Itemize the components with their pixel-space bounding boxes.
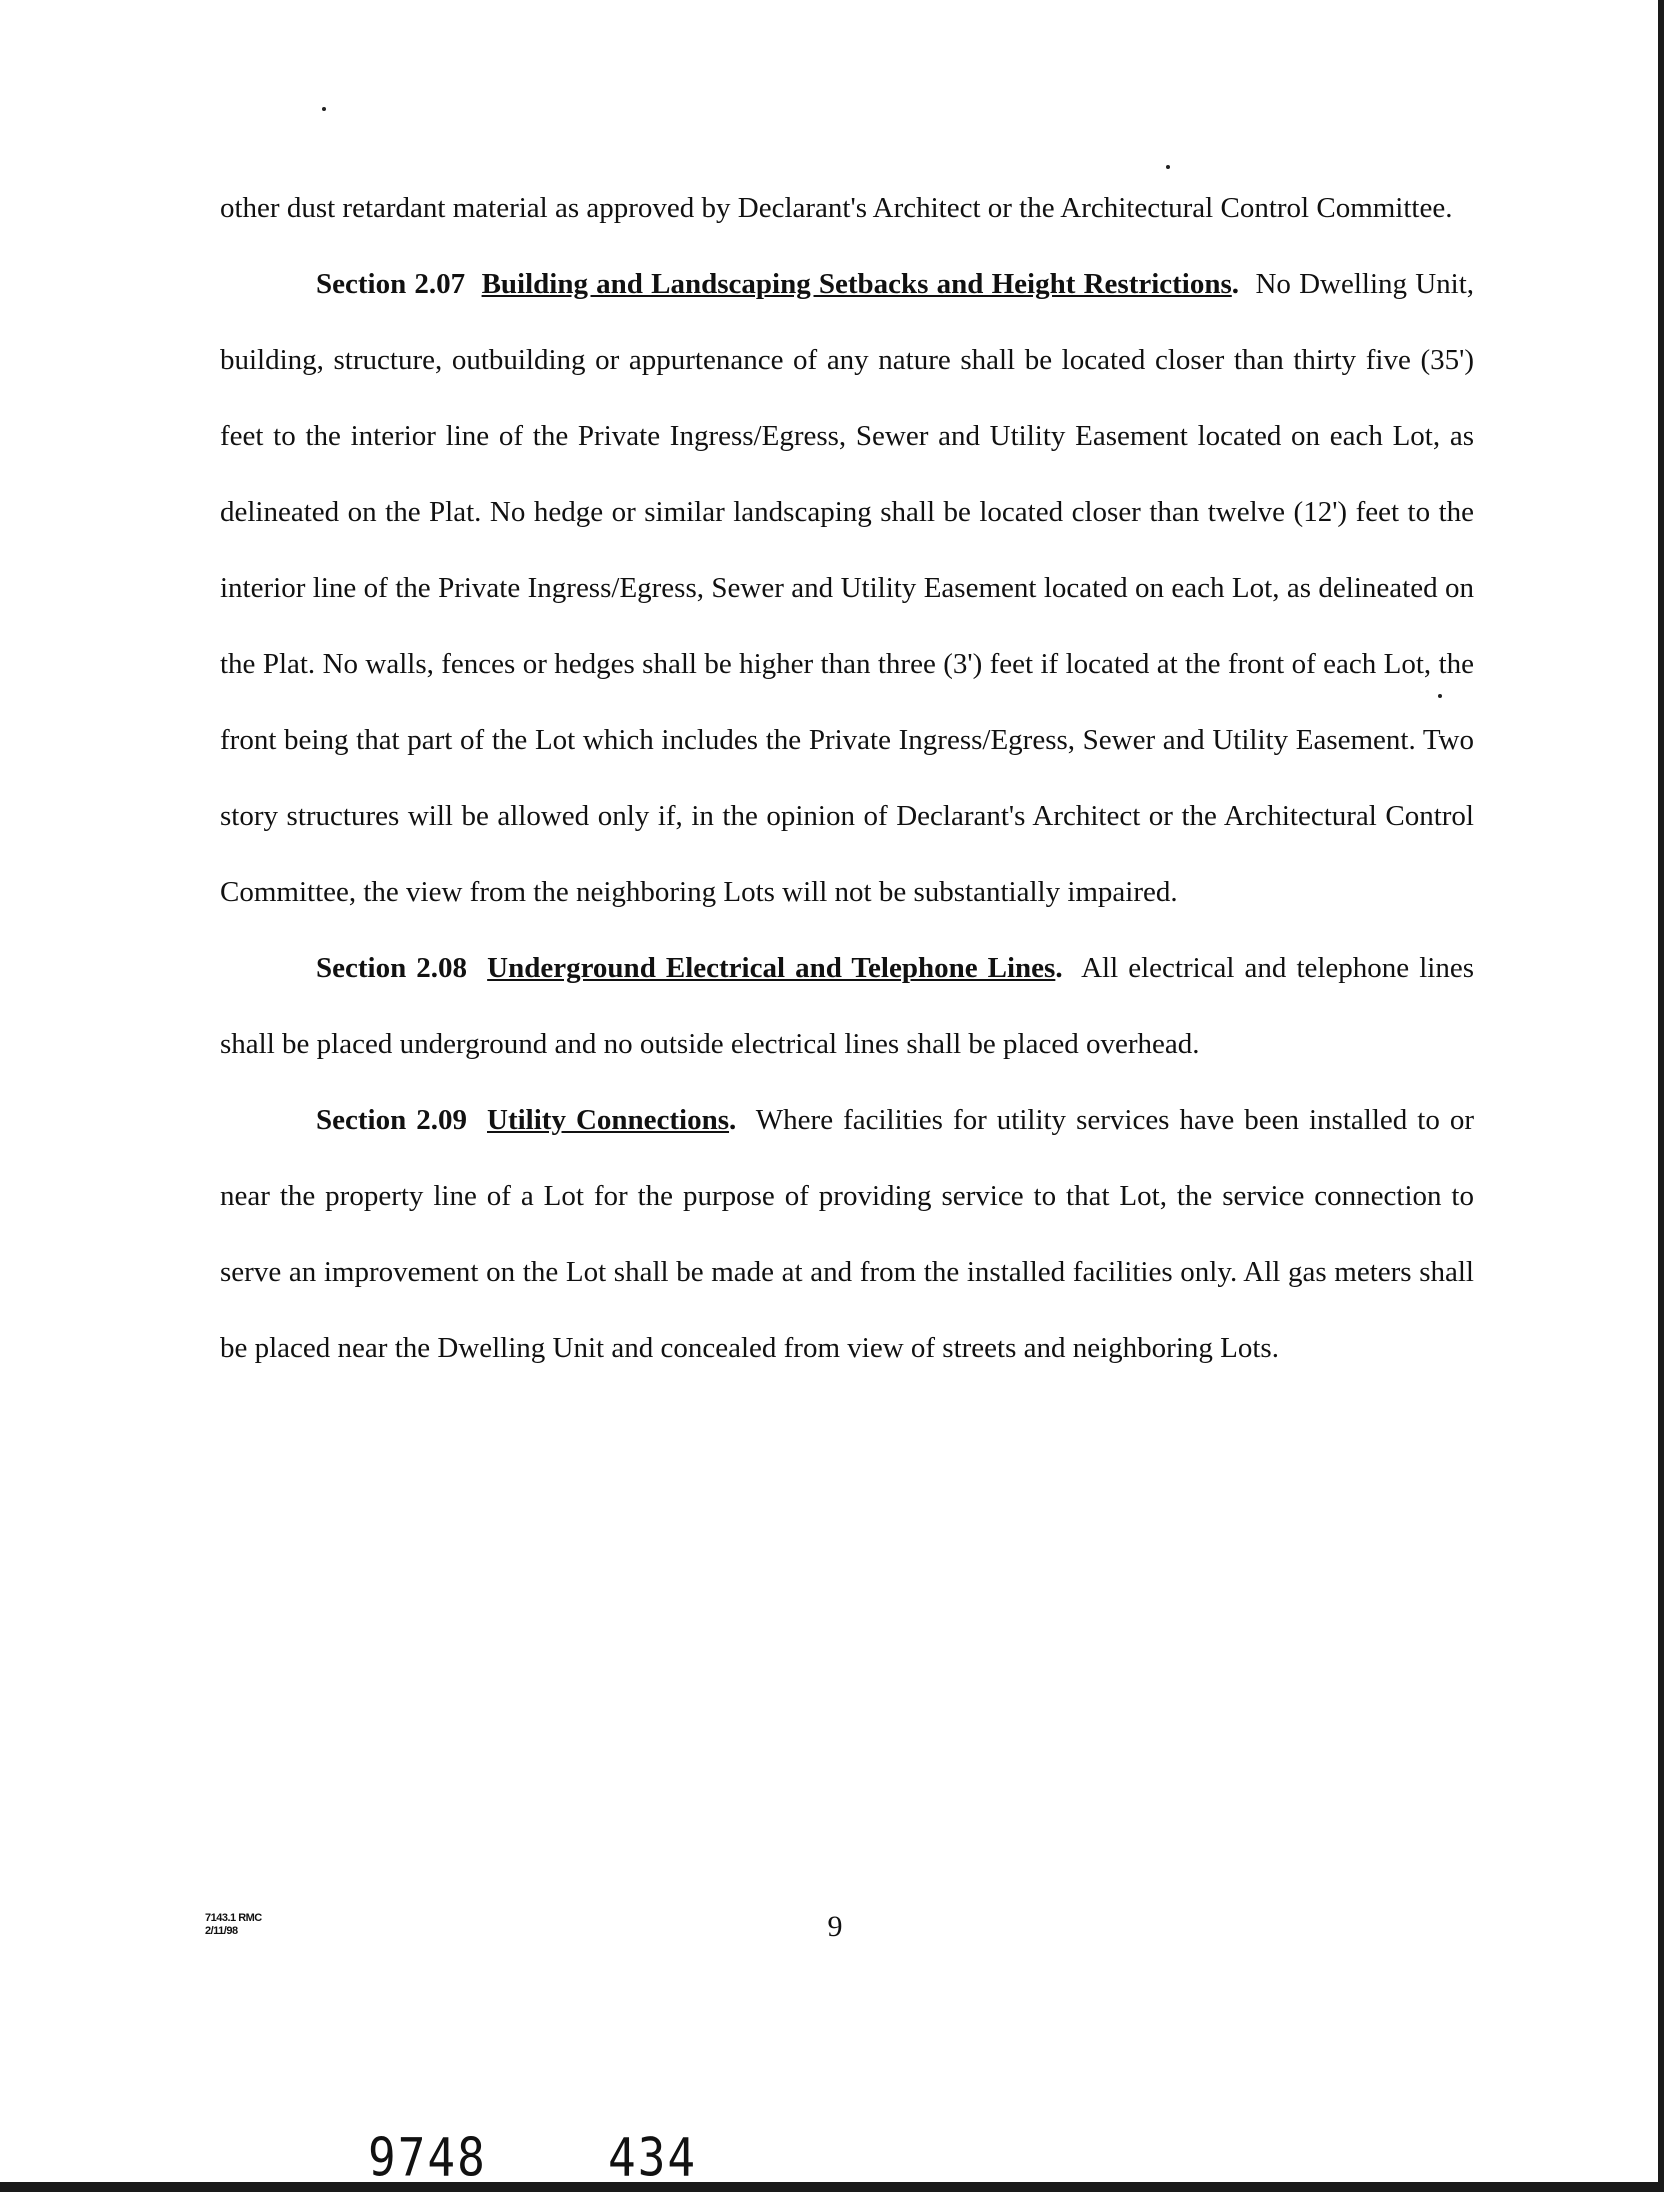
section-2-08: Section 2.08 Underground Electrical and Telephone Lines. All electrical and telephone lines shall be placed underground and no outside electrical lines shall be placed overhead. bbox=[220, 952, 1474, 1060]
scan-edge-bottom bbox=[0, 2182, 1664, 2192]
page-number: 9 bbox=[827, 1910, 843, 1943]
document-code-line1: 7143.1 RMC bbox=[205, 1912, 262, 1924]
section-number: Section 2.08 bbox=[316, 952, 468, 984]
section-title: Building and Landscaping Setbacks and Height Restrictions bbox=[481, 268, 1232, 300]
recording-book-number: 9748 bbox=[368, 2125, 487, 2189]
section-text: Where facilities for utility services have been installed to or near the property line of a Lot for the purpose of providing service to that Lot, the service connection to serve an improvement on the Lot shall be made at and from the installed facilities only. All gas meters shall be placed near the Dwelling Unit and concealed from view of streets and neighboring Lots. bbox=[220, 1104, 1475, 1364]
opening-paragraph bbox=[220, 170, 1474, 246]
section-2-07: Section 2.07 Building and Landscaping Setbacks and Height Restrictions. No Dwelling Unit, building, structure, outbuilding or appurtenance of any nature shall be located closer than thirty five (35') feet to the interior line of the Private Ingress/Egress, Sewer and Utility Easement located on each Lot, as delineated on the Plat. No hedge or similar landscaping shall be located closer than twelve (12') feet to the interior line of the Private Ingress/Egress, Sewer and Utility Easement located on each Lot, as delineated on the Plat. No walls, fences or hedges shall be higher than three (3') feet if located at the front of each Lot, the front being that part of the Lot which includes the Private Ingress/Egress, Sewer and Utility Easement. Two story structures will be allowed only if, in the opinion of Declarant's Architect or the Architectural Control Committee, the view from the neighboring Lots will not be substantially impaired. bbox=[220, 268, 1475, 908]
scan-speck bbox=[1166, 165, 1170, 169]
document-code bbox=[205, 1912, 262, 1938]
section-number: Section 2.09 bbox=[316, 1104, 467, 1136]
section-text: No Dwelling Unit, building, structure, outbuilding or appurtenance of any nature shall be located closer than thirty five (35') feet to the interior line of the Private Ingress/Egress, Sewer and Utility Easement located on each Lot, as delineated on the Plat. No hedge or similar landscaping shall be located closer than twelve (12') feet to the interior line of the Private Ingress/Egress, Sewer and Utility Easement located on each Lot, as delineated on the Plat. No walls, fences or hedges shall be higher than three (3') feet if located at the front of each Lot, the front being that part of the Lot which includes the Private Ingress/Egress, Sewer and Utility Easement. Two story structures will be allowed only if, in the opinion of Declarant's Architect or the Architectural Control Committee, the view from the neighboring Lots will not be substantially impaired. bbox=[220, 268, 1475, 908]
section-2-09: Section 2.09 Utility Connections. Where facilities for utility services have been installed to or near the property line of a Lot for the purpose of providing service to that Lot, the service connection to serve an improvement on the Lot shall be made at and from the installed facilities only. All gas meters shall be placed near the Dwelling Unit and concealed from view of streets and neighboring Lots. bbox=[220, 1104, 1475, 1364]
document-body bbox=[220, 170, 1474, 1386]
section-title: Underground Electrical and Telephone Lines bbox=[487, 952, 1056, 984]
section-number: Section 2.07 bbox=[316, 268, 466, 300]
recording-page-number: 434 bbox=[608, 2125, 698, 2189]
section-title: Utility Connections bbox=[487, 1104, 730, 1136]
document-code-line2: 2/11/98 bbox=[205, 1925, 238, 1937]
scan-speck bbox=[322, 107, 326, 111]
scan-edge-right bbox=[1658, 0, 1664, 2192]
opening-text: other dust retardant material as approved by Declarant's Architect or the Architectural Control Committee. bbox=[220, 192, 1453, 224]
section-text: All electrical and telephone lines shall be placed underground and no outside electrical lines shall be placed overhead. bbox=[220, 952, 1474, 1060]
